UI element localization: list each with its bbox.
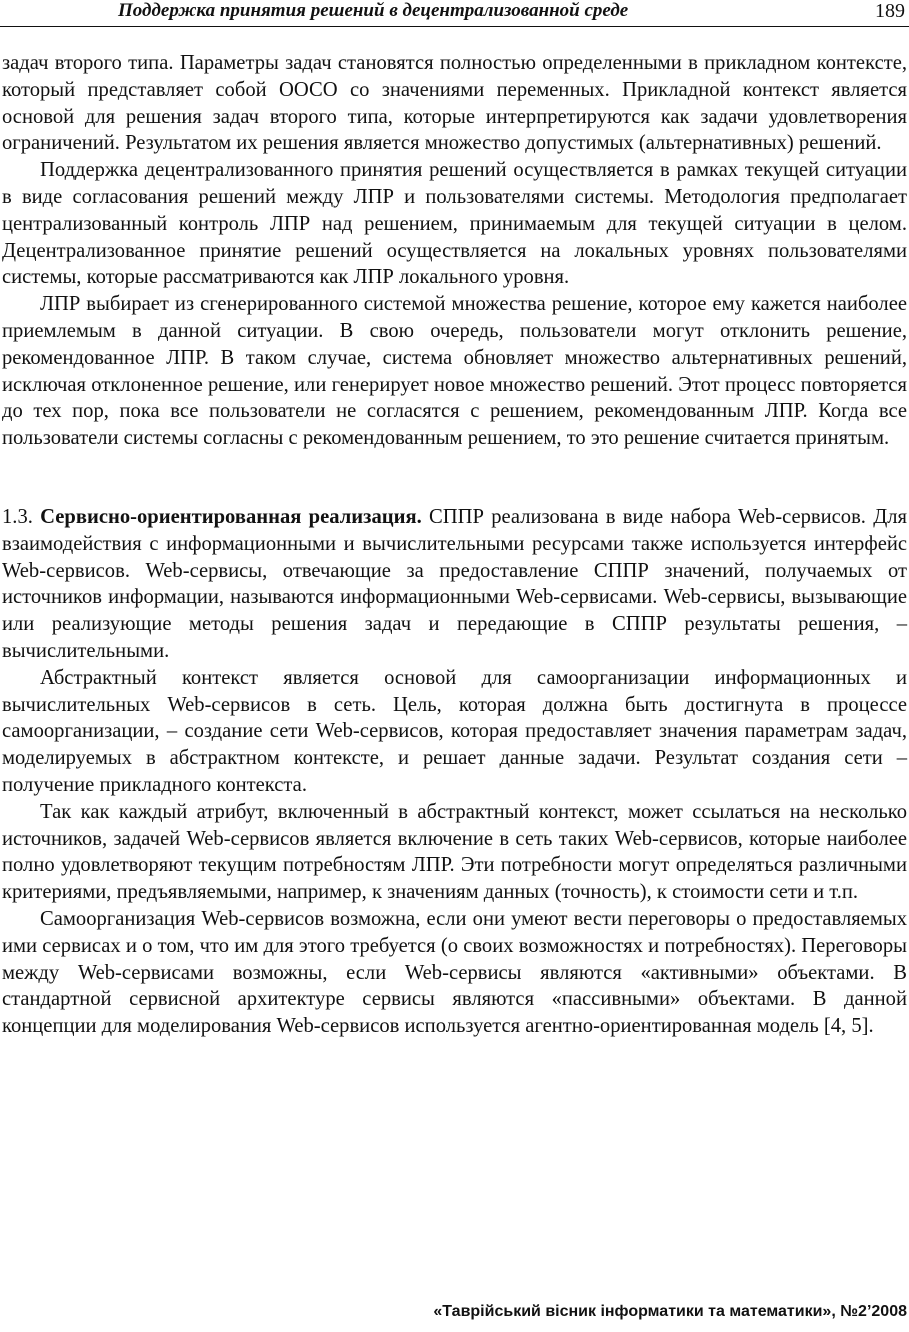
paragraph: ЛПР выбирает из сгенерированного системой множества решение, которое ему кажется наиболее приемлемым в данной ситуации. В свою очередь, пользователи могут отклонить решение, рекомендованное ЛПР. В таком случае, система обновляет множество альтернативных решений, исключая отклоненное решение, или генерирует новое множество решений. Этот процесс повторяется до тех пор, пока все пользователи не согласятся с решением, рекомендованным ЛПР. Когда все пользователи системы согласны с рекомендованным решением, то это решение считается принятым. (2, 293, 907, 450)
paragraph: Абстрактный контекст является основой для самоорганизации информационных и вычислительных Web-сервисов в сеть. Цель, которая должна быть достигнута в процессе самоорганизации, – создание сети Web-сервисов, которая предоставляет значения параметрам задач, моделируемых в абстрактном контексте, и решает данные задачи. Результат создания сети – получение прикладного контекста. (2, 666, 907, 796)
section-paragraph (2, 504, 907, 665)
page-number: 189 (875, 0, 905, 22)
article-body (2, 50, 907, 1040)
section-lead-text: СППР реализована в виде набора Web-сервисов. Для взаимодействия с информационными и вычислительными ресурсами также используется интерфейс Web-сервисов. Web-сервисы, отвечающие за предоставление СППР значений, получаемых от источников информации, называются информационными Web-сервисами. Web-сервисы, вызывающие или реализующие методы решения задач и передающие в СППР результаты решения, – вычислительными. (2, 505, 907, 662)
paragraph: Самоорганизация Web-сервисов возможна, если они умеют вести переговоры о предоставляемых ими сервисах и о том, что им для этого требуется (о своих возможностях и потребностях). Переговоры между Web-сервисами возможны, если Web-сервисы являются «активными» объектами. В стандартной сервисной архитектуре сервисы являются «пассивными» объектами. В данной концепции для моделирования Web-сервисов используется агентно-ориентированная модель [4, 5]. (2, 907, 907, 1038)
section-number: 1.3. (2, 505, 33, 528)
running-head-title: Поддержка принятия решений в децентрализованной среде (118, 0, 629, 21)
section-spacer (2, 452, 907, 504)
paragraph: Так как каждый атрибут, включенный в абстрактный контекст, может ссылаться на несколько источников, задачей Web-сервисов является включение в сеть таких Web-сервисов, которые наиболее полно удовлетворяют текущим потребностям ЛПР. Эти потребности могут определяться различными критериями, предъявляемыми, например, к значениям данных (точность), к стоимости сети и т.п. (2, 800, 907, 904)
section-title: Сервисно-ориентированная реализация. (40, 505, 422, 528)
paragraph: задач второго типа. Параметры задач становятся полностью определенными в прикладном контексте, который представляет собой ООСО со значениями переменных. Прикладной контекст является основой для решения задач второго типа, которые интерпретируются как задачи удовлетворения ограничений. Результатом их решения является множество допустимых (альтернативных) решений. (2, 52, 907, 155)
journal-footer: «Таврійський вісник інформатики та математики», №2’2008 (433, 1303, 907, 1320)
paragraph: Поддержка децентрализованного принятия решений осуществляется в рамках текущей ситуации в виде согласования решений между ЛПР и пользователями системы. Методология предполагает централизованный контроль ЛПР над решением, принимаемым для текущей ситуации в целом. Децентрализованное принятие решений осуществляется на локальных уровнях пользователями системы, которые рассматриваются как ЛПР локального уровня. (2, 159, 907, 289)
running-head (0, 0, 909, 27)
